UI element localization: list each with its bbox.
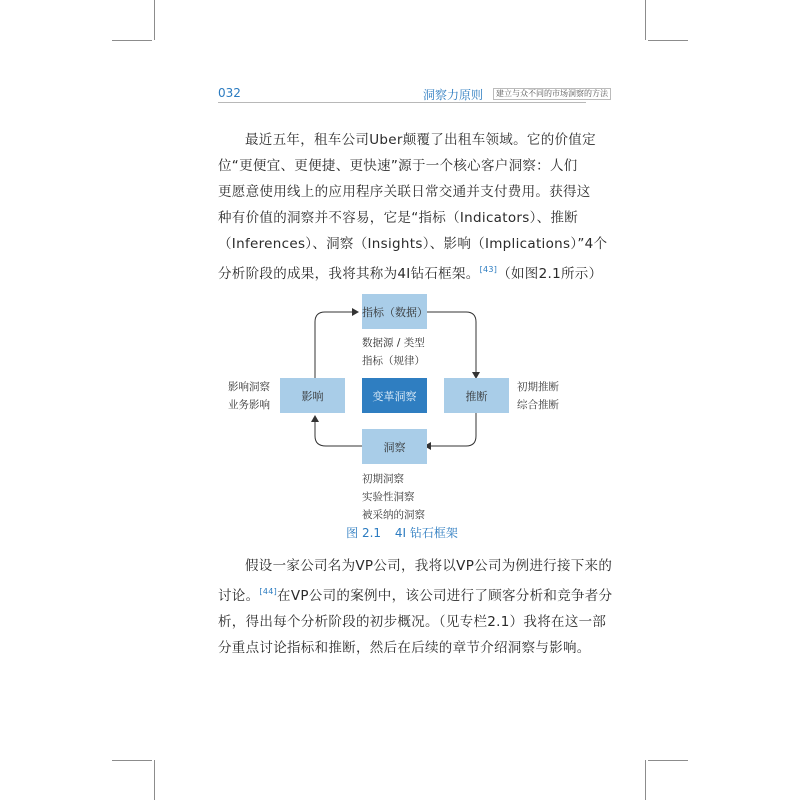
paragraph-2 — [218, 553, 613, 661]
arrow-top-to-right — [427, 312, 476, 378]
paragraph-line: 最近五年，租车公司Uber颠覆了出租车领域。它的价值定 — [245, 132, 596, 148]
paragraph-line: （Inferences）、洞察（Insights）、影响（Implications）”4个 — [218, 236, 608, 252]
book-subtitle: 建立与众不同的市场洞察的方法 — [493, 88, 611, 100]
paragraph-line: 位“更便宜、更便捷、更快速”源于一个核心客户洞察：人们 — [218, 158, 578, 174]
note-line: 数据源 / 类型 — [362, 337, 425, 349]
implications-box: 影响 — [280, 378, 345, 413]
paragraph-line: 种有价值的洞察并不容易，它是“指标（Indicators）、推断 — [218, 210, 579, 226]
paragraph-text: 分析阶段的成果，我将其称为4I钻石框架。 — [218, 266, 480, 282]
book-title: 洞察力原则 — [423, 88, 484, 102]
note-line: 实验性洞察 — [362, 491, 415, 503]
implications-notes — [228, 378, 270, 414]
note-line: 综合推断 — [517, 399, 559, 411]
insights-box: 洞察 — [362, 429, 427, 464]
note-line: 初期推断 — [517, 381, 559, 393]
inferences-notes — [517, 378, 559, 414]
paragraph-line: 分重点讨论指标和推断，然后在后续的章节介绍洞察与影响。 — [218, 640, 591, 656]
paragraph-line — [218, 579, 613, 609]
paragraph-line: 假设一家公司名为VP公司，我将以VP公司为例进行接下来的 — [245, 558, 613, 574]
note-line: 业务影响 — [228, 399, 270, 411]
arrow-bottom-to-left — [315, 416, 362, 446]
figure-title: 4I 钻石框架 — [394, 526, 458, 540]
note-line: 被采纳的洞察 — [362, 509, 425, 521]
note-line: 影响洞察 — [228, 381, 270, 393]
inferences-box: 推断 — [444, 378, 509, 413]
arrow-left-to-top — [315, 312, 358, 378]
transformative-insight-box: 变革洞察 — [362, 378, 427, 413]
paragraph-text: 在VP公司的案例中，该公司进行了顾客分析和竞争者分 — [277, 588, 613, 604]
figure-caption — [218, 524, 586, 541]
figure-label: 图 2.1 — [346, 526, 382, 540]
arrow-right-to-bottom — [425, 412, 476, 446]
note-line: 指标（规律） — [362, 355, 425, 367]
paragraph-line: 更愿意使用线上的应用程序关联日常交通并支付费用。获得这 — [218, 184, 591, 200]
paragraph-text: （如图2.1所示） — [497, 266, 603, 282]
page-number: 032 — [218, 86, 241, 100]
paragraph-text: 讨论。 — [218, 588, 260, 604]
indicators-notes — [362, 334, 425, 370]
note-line: 初期洞察 — [362, 473, 404, 485]
reference-44: [44] — [259, 587, 278, 596]
indicators-box: 指标（数据） — [362, 294, 427, 329]
paragraph-line: 析，得出每个分析阶段的初步概况。（见专栏2.1）我将在这一部 — [218, 614, 607, 630]
reference-43: [43] — [479, 265, 498, 274]
insights-notes — [362, 470, 425, 524]
